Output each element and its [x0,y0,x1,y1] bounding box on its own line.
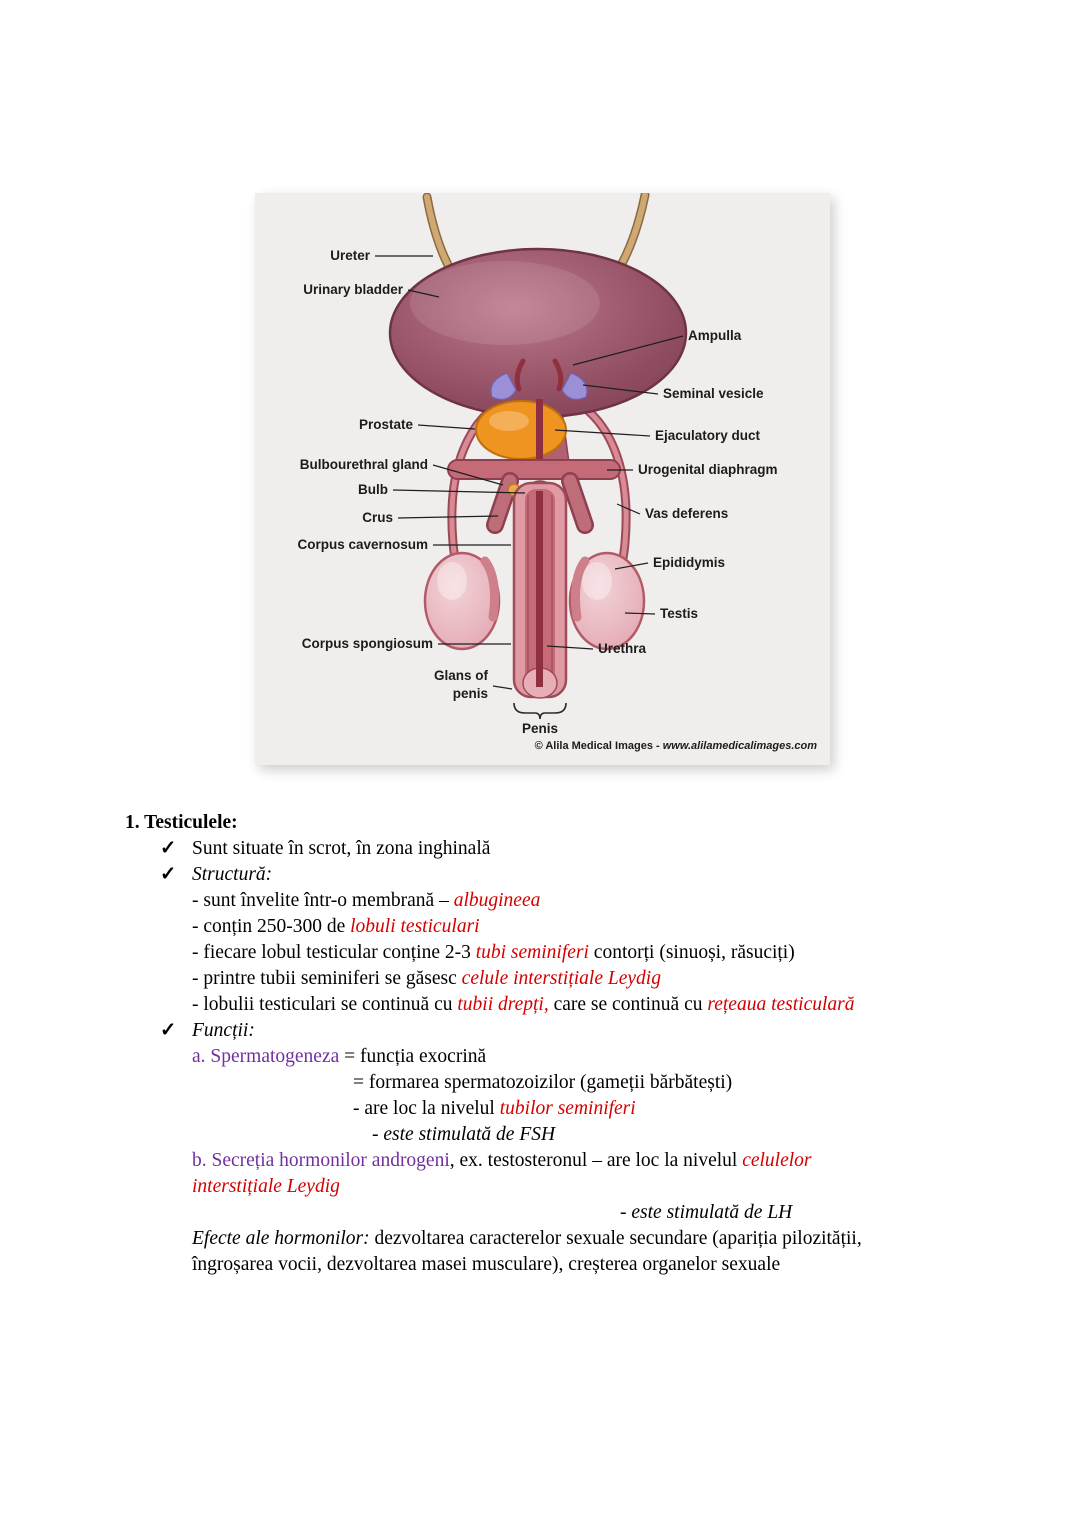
text-run: a. Spermatogeneza [192,1046,340,1067]
label-bulbourethral-gland: Bulbourethral gland [299,457,428,472]
note-line [160,836,1005,862]
anatomy-diagram-card [255,193,830,765]
label-penis: Penis [521,721,559,736]
text-run: tubi seminiferi [475,942,589,963]
text-run: Efecte ale hormonilor: [192,1228,370,1249]
note-line [192,1252,1005,1278]
text-run: - conțin 250-300 de [192,916,351,937]
text-run: este stimulată de FSH [383,1124,556,1145]
note-line [192,992,1005,1018]
text-run: dezvoltarea caracterelor sexuale secundare (apariția pilozității, [369,1228,862,1249]
label-ureter: Ureter [330,248,370,263]
label-vas-deferens: Vas deferens [645,506,729,521]
text-run: - [372,1124,384,1145]
text-run: Structură: [192,864,273,885]
label-urogenital-diaphragm: Urogenital diaphragm [638,462,778,477]
label-crus: Crus [362,510,393,525]
text-run: - printre tubii seminiferi se găsesc [192,968,462,989]
testis-right-shape [570,553,644,649]
note-line [192,1174,1005,1200]
urethra-canal-upper [536,399,543,465]
label-corpus-spongiosum: Corpus spongiosum [301,636,433,651]
text-run: îngroșarea vocii, dezvoltarea masei musculare), creșterea organelor sexuale [192,1254,781,1275]
label-urethra: Urethra [598,641,647,656]
text-run: - fiecare lobul testicular conține 2-3 [192,942,476,963]
label-glans-line1: Glans of [433,668,488,683]
label-urinary-bladder: Urinary bladder [303,282,403,297]
penis-bracket [514,703,566,719]
note-line [353,1096,1005,1122]
anatomy-illustration [255,193,830,765]
note-line [372,1122,1005,1148]
text-run: - lobulii testiculari se continuă cu [192,994,458,1015]
penis-shaft-shape [514,483,566,698]
notes [125,810,1005,1278]
text-run: - sunt învelite într-o membrană – [192,890,454,911]
text-run: tubilor seminiferi [499,1098,636,1119]
text-run: 1. Testiculele: [125,812,238,833]
text-run: - are loc la nivelul [353,1098,500,1119]
text-run: , ex. testosteronul – are loc la nivelul [449,1150,743,1171]
check-bullet-icon: ✓ [160,864,177,885]
label-ampulla: Ampulla [688,328,742,343]
text-run: Funcții: [192,1020,255,1041]
label-glans-line2: penis [452,686,488,701]
note-line [125,810,1005,836]
label-prostate: Prostate [358,417,413,432]
note-line [192,966,1005,992]
prostate-shape [476,401,566,459]
label-corpus-cavernosum: Corpus cavernosum [297,537,428,552]
text-run: lobuli testiculari [350,916,480,937]
testis-left-shape [425,553,499,649]
text-run: rețeaua testiculară [707,994,855,1015]
image-credit: © Alila Medical Images - www.alilamedicalimages.com [534,740,817,752]
text-run: este stimulată de LH [631,1202,793,1223]
text-run: celule interstițiale Leydig [461,968,661,989]
text-run: Sunt situate în scrot, în zona inghinală [192,838,491,859]
note-line [620,1200,1005,1226]
text-run: b. Secreția hormonilor androgeni [192,1150,450,1171]
label-testis: Testis [660,606,699,621]
note-line [192,914,1005,940]
text-run: albugineea [453,890,541,911]
text-run: care se continuă cu [548,994,708,1015]
text-run: - [620,1202,632,1223]
label-ejaculatory-duct: Ejaculatory duct [655,428,761,443]
check-bullet-icon: ✓ [160,1020,177,1041]
note-line [192,888,1005,914]
label-seminal-vesicle: Seminal vesicle [663,386,764,401]
note-line [160,862,1005,888]
note-line [192,1044,1005,1070]
note-line [192,1148,1005,1174]
note-line [160,1018,1005,1044]
label-bulb: Bulb [358,482,388,497]
text-run: contorți (sinuoși, răsuciți) [588,942,795,963]
note-line [192,1226,1005,1252]
note-line [353,1070,1005,1096]
text-run: = funcția exocrină [339,1046,487,1067]
text-run: celulelor [742,1150,812,1171]
label-epididymis: Epididymis [653,555,726,570]
check-bullet-icon: ✓ [160,838,177,859]
text-run: interstițiale Leydig [192,1176,340,1197]
text-run: tubii drepți, [457,994,549,1015]
text-run: = formarea spermatozoizilor (gameții bărbătești) [353,1072,733,1093]
note-line [192,940,1005,966]
